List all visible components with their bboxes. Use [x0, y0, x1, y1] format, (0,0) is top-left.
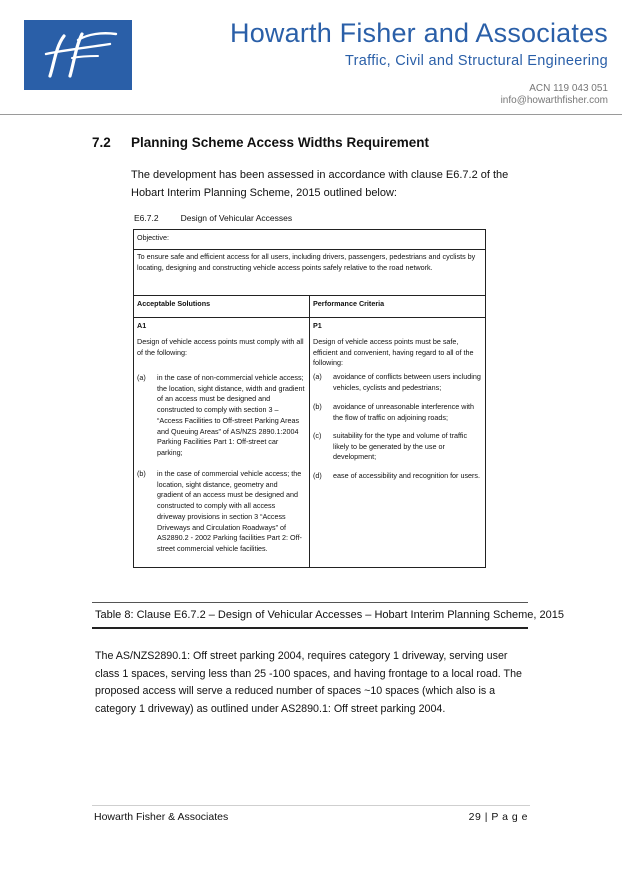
header-divider [0, 114, 622, 115]
caption-rule-top [92, 602, 528, 603]
list-marker: (d) [313, 471, 322, 480]
a1-code: A1 [137, 321, 147, 330]
hf-monogram-icon [24, 20, 132, 90]
p1-code: P1 [313, 321, 322, 330]
footer-company: Howarth Fisher & Associates [94, 811, 229, 823]
list-marker: (c) [313, 431, 322, 440]
page-number: 29 | P a g e [468, 811, 528, 823]
section-title: Planning Scheme Access Widths Requirement [131, 135, 429, 150]
caption-rule-bottom [92, 627, 528, 629]
col-header-acceptable: Acceptable Solutions [137, 299, 211, 308]
list-marker: (a) [137, 373, 146, 382]
clause-heading [134, 213, 292, 223]
list-text: in the case of non-commercial vehicle access; the location, sight distance, width and gradient of an access must be designed and constructed to comply with section 3 – “Access Facilities to Off-street Parking Areas and Queuing Areas” of AS/NZS 2890.1:2004 Parking Facilities Part 1: Off-street car parking; [157, 373, 305, 457]
company-name: Howarth Fisher and Associates [230, 18, 608, 48]
body-paragraph: The AS/NZS2890.1: Off street parking 2004, requires category 1 driveway, serving user class 1 spaces, serving less than 25 -100 spaces, and having frontage to a local road. The proposed access will serve a reduced number of spaces ~10 spaces (which also is a category 1 driveway) as outlined under AS2890.1: Off street parking 2004. [95, 650, 522, 715]
clause-table [133, 229, 486, 568]
footer-divider [92, 805, 530, 806]
company-logo [24, 20, 132, 90]
list-marker: (a) [313, 372, 322, 381]
list-text: avoidance of unreasonable interference with the flow of traffic on adjoining roads; [333, 402, 475, 422]
list-text: ease of accessibility and recognition for users. [333, 471, 481, 480]
col-header-performance: Performance Criteria [313, 299, 385, 308]
section-number: 7.2 [92, 135, 111, 150]
acn-number: ACN 119 043 051 [529, 83, 608, 94]
column-divider [309, 295, 310, 567]
table-rule [134, 249, 485, 250]
clause-code: E6.7.2 [134, 213, 159, 223]
list-marker: (b) [313, 402, 322, 411]
contact-email[interactable]: info@howarthfisher.com [500, 95, 608, 106]
section-intro: The development has been assessed in accordance with clause E6.7.2 of the Hobart Interim Planning Scheme, 2015 outlined below: [131, 169, 509, 199]
company-tagline: Traffic, Civil and Structural Engineering [345, 53, 608, 69]
clause-name: Design of Vehicular Accesses [180, 213, 293, 223]
list-marker: (b) [137, 469, 146, 478]
objective-text: To ensure safe and efficient access for all users, including drivers, passengers, pedestrians and cyclists by locating, designing and constructing vehicle access points safely relative to the road network. [137, 252, 476, 272]
list-text: avoidance of conflicts between users including vehicles, cyclists and pedestrians; [333, 372, 481, 392]
list-text: in the case of commercial vehicle access; the location, sight distance, geometry and gradient of an access must be designed and constructed to comply with all access driveway provisions in section 3 “Access Driveways and Circulation Roadways” of AS2890.2 - 2002 Parking facilities Part 2: Off-street commercial vehicle facilities. [157, 469, 302, 553]
a1-lead: Design of vehicle access points must comply with all of the following: [137, 337, 304, 357]
objective-label: Objective: [137, 233, 169, 242]
list-text: suitability for the type and volume of traffic likely to be generated by the use or development; [333, 431, 468, 462]
table-caption: Table 8: Clause E6.7.2 – Design of Vehicular Accesses – Hobart Interim Planning Scheme, 2015 [95, 609, 564, 621]
p1-lead: Design of vehicle access points must be safe, efficient and convenient, having regard to all of the following: [313, 337, 474, 368]
